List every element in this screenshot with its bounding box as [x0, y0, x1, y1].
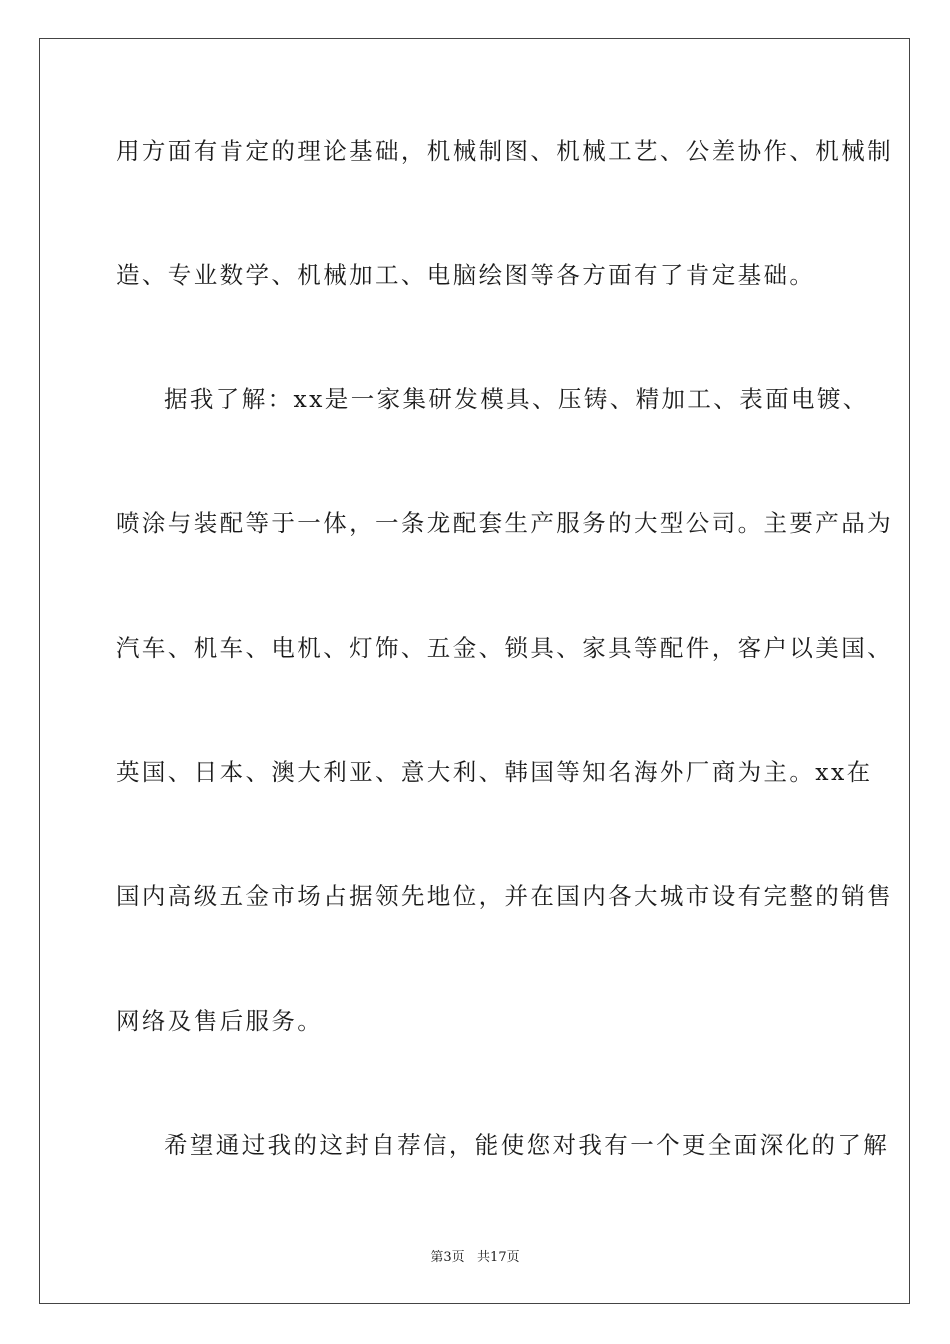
body-text-line-1: 用方面有肯定的理论基础，机械制图、机械工艺、公差协作、机械制 — [116, 137, 893, 165]
body-text-line-3: 据我了解：xx是一家集研发模具、压铸、精加工、表面电镀、 — [164, 385, 869, 413]
body-text-line-4: 喷涂与装配等于一体，一条龙配套生产服务的大型公司。主要产品为 — [116, 509, 893, 537]
body-text-line-5: 汽车、机车、电机、灯饰、五金、锁具、家具等配件，客户以美国、 — [116, 634, 893, 662]
page-border — [39, 38, 910, 1304]
page-number-footer: 第3页 共17页 — [430, 1250, 520, 1265]
body-text-line-8: 网络及售后服务。 — [116, 1007, 324, 1035]
body-text-line-7: 国内高级五金市场占据领先地位，并在国内各大城市设有完整的销售 — [116, 882, 893, 910]
body-text-line-9: 希望通过我的这封自荐信，能使您对我有一个更全面深化的了解 — [164, 1131, 890, 1159]
body-text-line-6: 英国、日本、澳大利亚、意大利、韩国等知名海外厂商为主。xx在 — [116, 758, 873, 786]
body-text-line-2: 造、专业数学、机械加工、电脑绘图等各方面有了肯定基础。 — [116, 261, 816, 289]
